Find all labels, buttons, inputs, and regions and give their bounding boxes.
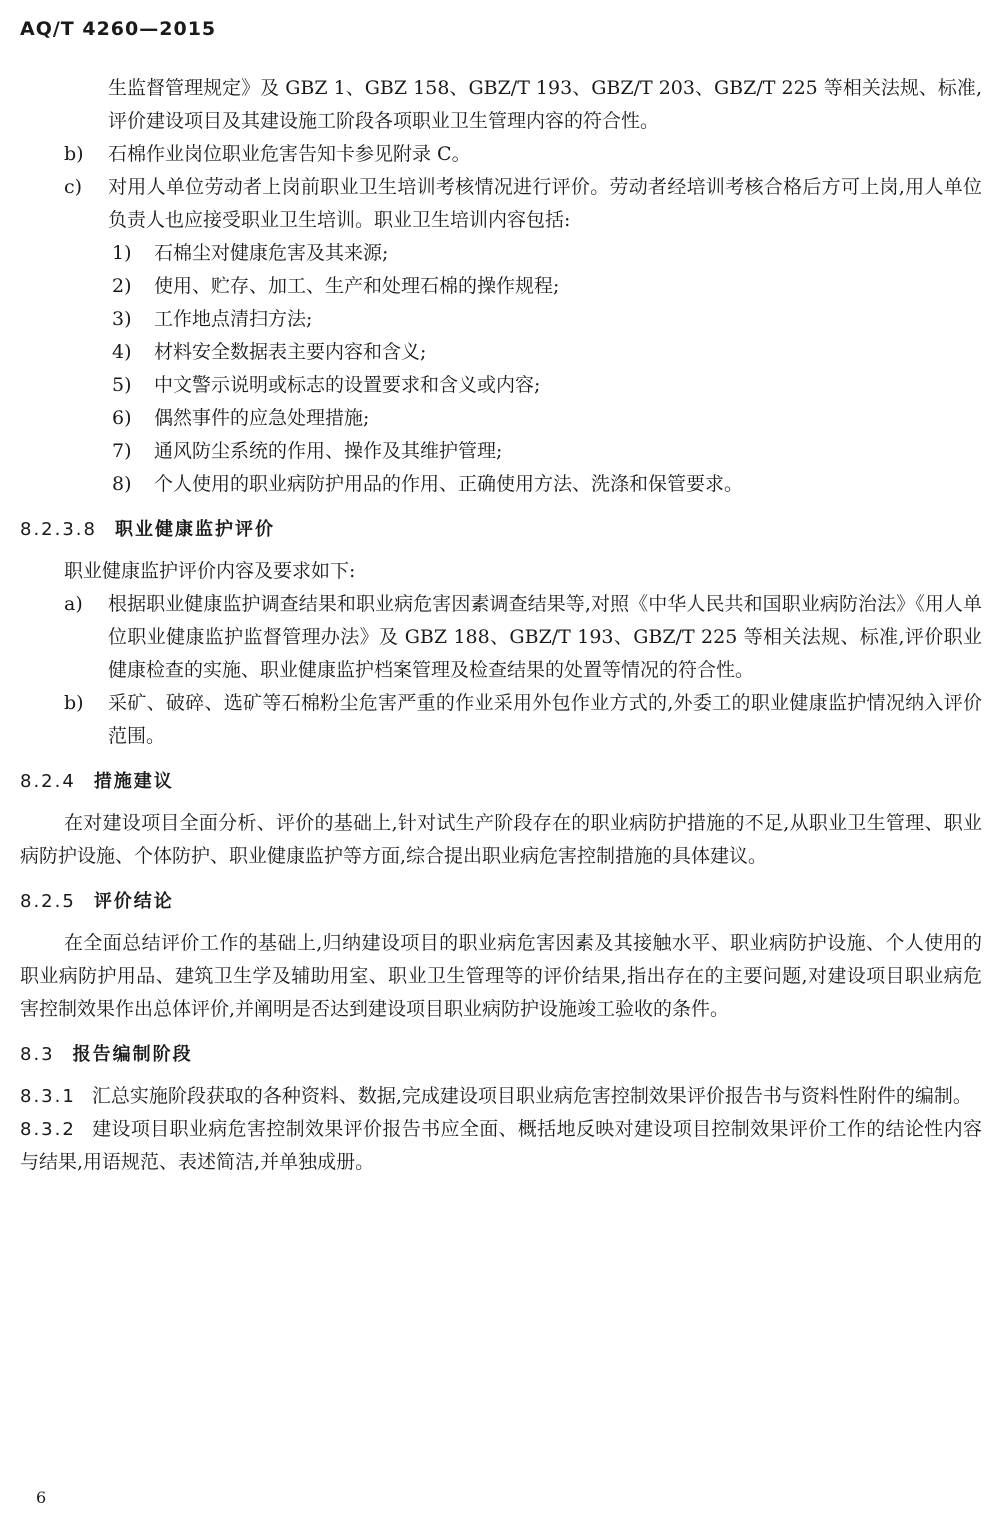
list-marker: 2) [112,275,132,297]
section-number: 8.2.4 [20,771,76,792]
numbered-item [20,402,982,435]
list-item-text: 材料安全数据表主要内容和含义; [154,341,427,363]
section-title: 报告编制阶段 [72,1044,193,1065]
numbered-item [20,468,982,501]
section-number: 8.3 [20,1044,55,1065]
list-marker: c) [64,176,83,198]
list-marker: b) [64,692,84,714]
list-item-text: 偶然事件的应急处理措施; [154,407,370,429]
numbered-item [20,303,982,336]
list-item-text: 使用、贮存、加工、生产和处理石棉的操作规程; [154,275,560,297]
page-number: 6 [36,1488,47,1507]
clause-number: 8.3.1 [20,1086,76,1107]
numbered-item [20,237,982,270]
list-item-text: 石棉作业岗位职业危害告知卡参见附录 C。 [108,143,471,165]
list-marker: a) [64,593,83,615]
list-item [20,138,982,171]
clause-8-3-1 [20,1080,982,1113]
continued-paragraph: 生监督管理规定》及 GBZ 1、GBZ 158、GBZ/T 193、GBZ/T 203、GBZ/T 225 等相关法规、标准,评价建设项目及其建设施工阶段各项职业卫生管理内容的符合性。 [108,77,982,132]
list-marker: 3) [112,308,132,330]
numbered-item [20,435,982,468]
list-marker: 1) [112,242,132,264]
list-item-text: 工作地点清扫方法; [154,308,313,330]
list-marker: 6) [112,407,132,429]
section-heading-8-2-5 [20,887,982,917]
list-marker: 8) [112,473,132,495]
list-marker: 7) [112,440,132,462]
clause-text: 汇总实施阶段获取的各种资料、数据,完成建设项目职业病危害控制效果评价报告书与资料性附件的编制。 [91,1085,972,1107]
section-number: 8.2.3.8 [20,519,97,540]
list-item-text: 中文警示说明或标志的设置要求和含义或内容; [154,374,541,396]
list-marker: 5) [112,374,132,396]
list-item-text: 通风防尘系统的作用、操作及其维护管理; [154,440,503,462]
section-body: 在对建设项目全面分析、评价的基础上,针对试生产阶段存在的职业病防护措施的不足,从职业卫生管理、职业病防护设施、个体防护、职业健康监护等方面,综合提出职业病危害控制措施的具体建议。 [20,812,982,867]
section-heading-8-3 [20,1040,982,1070]
section-title: 职业健康监护评价 [114,519,275,540]
clause-text: 建设项目职业病危害控制效果评价报告书应全面、概括地反映对建设项目控制效果评价工作的结论性内容与结果,用语规范、表述简洁,并单独成册。 [20,1118,982,1173]
list-item [20,588,982,687]
clause-8-3-2 [20,1113,982,1179]
section-number: 8.2.5 [20,891,76,912]
list-item-text: 根据职业健康监护调查结果和职业病危害因素调查结果等,对照《中华人民共和国职业病防治法》《用人单位职业健康监护监督管理办法》及 GBZ 188、GBZ/T 193、GBZ/T 225 等相关法规、标准,评价职业健康检查的实施、职业健康监护档案管理及检查结果的处置等情况的符合性。 [108,593,982,681]
section-body: 在全面总结评价工作的基础上,归纳建设项目的职业病危害因素及其接触水平、职业病防护设施、个人使用的职业病防护用品、建筑卫生学及辅助用室、职业卫生管理等的评价结果,指出存在的主要问题,对建设项目职业病危害控制效果作出总体评价,并阐明是否达到建设项目职业病防护设施竣工验收的条件。 [20,932,982,1020]
list-marker: 4) [112,341,132,363]
numbered-item [20,369,982,402]
list-item [20,687,982,753]
page-content [20,72,982,1179]
standard-code-header: AQ/T 4260—2015 [20,18,217,40]
numbered-item [20,336,982,369]
section-title: 措施建议 [93,771,174,792]
section-heading-8-2-3-8 [20,515,982,545]
clause-number: 8.3.2 [20,1119,76,1140]
list-item [20,171,982,237]
list-item-text: 石棉尘对健康危害及其来源; [154,242,389,264]
section-title: 评价结论 [93,891,174,912]
section-heading-8-2-4 [20,767,982,797]
list-marker: b) [64,143,84,165]
list-item-text: 个人使用的职业病防护用品的作用、正确使用方法、洗涤和保管要求。 [154,473,744,495]
list-item-text: 采矿、破碎、选矿等石棉粉尘危害严重的作业采用外包作业方式的,外委工的职业健康监护情况纳入评价范围。 [108,692,982,747]
list-item-text: 对用人单位劳动者上岗前职业卫生培训考核情况进行评价。劳动者经培训考核合格后方可上岗,用人单位负责人也应接受职业卫生培训。职业卫生培训内容包括: [108,176,982,231]
numbered-item [20,270,982,303]
section-lead: 职业健康监护评价内容及要求如下: [64,560,356,582]
